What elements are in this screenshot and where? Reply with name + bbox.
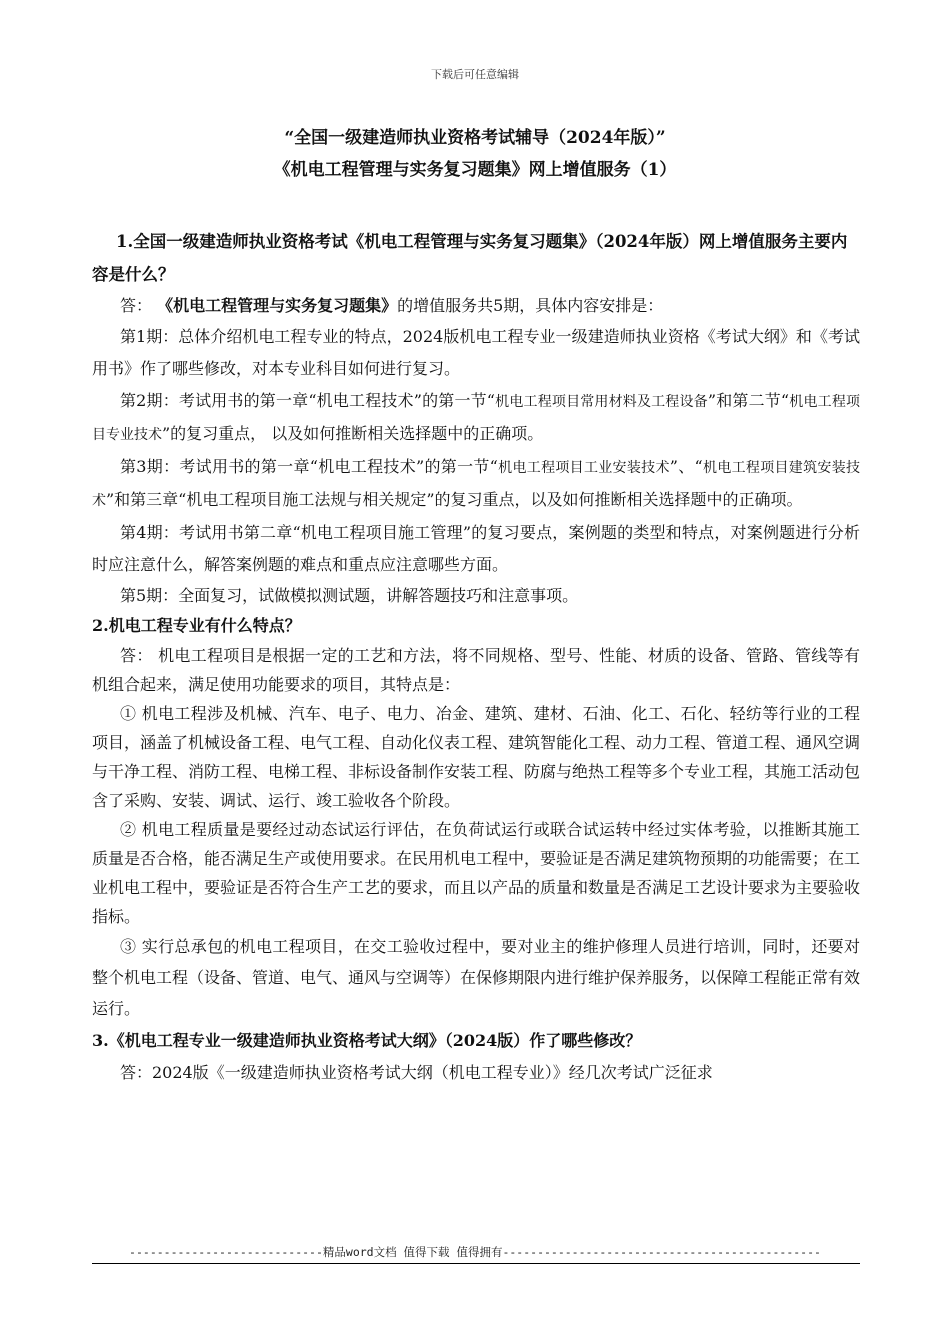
header-note: 下载后可任意编辑 [431,68,519,81]
period-3-e: ”和第三章“机电工程项目施工法规与相关规定”的复习重点，以及如何推断相关选择题中的正确项。 [106,490,803,509]
question-3: 3.《机电工程专业一级建造师执业资格考试大纲》（2024版）作了哪些修改？ [92,1031,642,1050]
answer-1-prefix: 答： [120,296,153,315]
period-2-a: 第2期：考试用书的第一章“机电工程技术”的第一节“ [120,391,495,410]
question-1: 1.全国一级建造师执业资格考试《机电工程管理与实务复习题集》（2024年版）网上增值服务主要内容是什么？ [92,232,848,284]
answer-2-point-1: ① 机电工程涉及机械、汽车、电子、电力、冶金、建筑、建材、石油、化工、石化、轻纺等行业的工程项目，涵盖了机械设备工程、电气工程、自动化仪表工程、建筑智能化工程、动力工程、管道工程、通风空调与干净工程、消防工程、电梯工程、非标设备制作安装工程、防腐与绝热工程等多个专业工程，其施工活动包含了采购、安装、调试、运行、竣工验收各个阶段。 [92,704,861,810]
period-1: 第1期：总体介绍机电工程专业的特点，2024版机电工程专业一级建造师执业资格《考试大纲》和《考试用书》作了哪些修改，对本专业科目如何进行复习。 [92,327,860,378]
answer-1-intro [92,291,860,321]
period-5: 第5期：全面复习，试做模拟测试题，讲解答题技巧和注意事项。 [120,586,579,605]
title-line-1: “全国一级建造师执业资格考试辅导（2024年版）” [284,128,666,148]
answer-2-intro: 答： 机电工程项目是根据一定的工艺和方法，将不同规格、型号、性能、材质的设备、管路、管线等有机组合起来，满足使用功能要求的项目，其特点是： [92,646,860,694]
answer-1-rest: 的增值服务共5期，具体内容安排是： [397,296,664,315]
document-body [92,225,860,1088]
title-line-2: 《机电工程管理与实务复习题集》网上增值服务（1） [273,160,677,180]
question-2: 2.机电工程专业有什么特点？ [92,616,301,635]
period-2 [92,385,860,451]
answer-2-point-2: ② 机电工程质量是要经过动态试运行评估，在负荷试运行或联合试运转中经过实体考验，以推断其施工质量是否合格，能否满足生产或使用要求。在民用机电工程中，要验证是否满足建筑物预期的功能需要；在工业机电工程中，要验证是否符合生产工艺的要求，而且以产品的质量和数量是否满足工艺设计要求为主要验收指标。 [92,820,861,926]
period-3-a: 第3期：考试用书的第一章“机电工程技术”的第一节“ [120,457,498,476]
answer-1-book-title: 《机电工程管理与实务复习题集》 [157,296,398,315]
period-3-d: 机电工程项目建筑安装技术 [92,460,860,509]
period-2-e: ”的复习重点， 以及如何推断相关选择题中的正确项。 [162,424,544,443]
period-2-b: 机电工程项目常用材料及工程设备 [495,394,708,410]
answer-2-point-3: ③ 实行总承包的机电工程项目，在交工验收过程中，要对业主的维护修理人员进行培训，同时，还要对整个机电工程（设备、管道、电气、通风与空调等）在保修期限内进行维护保养服务，以保障工程能正常有效运行。 [92,937,861,1018]
period-2-d: 机电工程项目专业技术 [92,394,860,443]
period-4: 第4期：考试用书第二章“机电工程项目施工管理”的复习要点，案例题的类型和特点，对案例题进行分析时应注意什么，解答案例题的难点和重点应注意哪些方面。 [92,523,860,574]
period-3 [92,451,860,517]
period-3-c: ”、“ [669,457,703,476]
document-title [0,122,950,186]
period-2-c: ”和第二节“ [707,391,790,410]
answer-3: 答：2024版《一级建造师执业资格考试大纲（机电工程专业）》经几次考试广泛征求 [120,1063,713,1082]
footer-divider [92,1263,860,1264]
footer-note: ----------------------------精品word文档 值得下载 值得拥有---------------------------------------------- [129,1245,821,1259]
period-3-b: 机电工程项目工业安装技术 [497,460,670,476]
